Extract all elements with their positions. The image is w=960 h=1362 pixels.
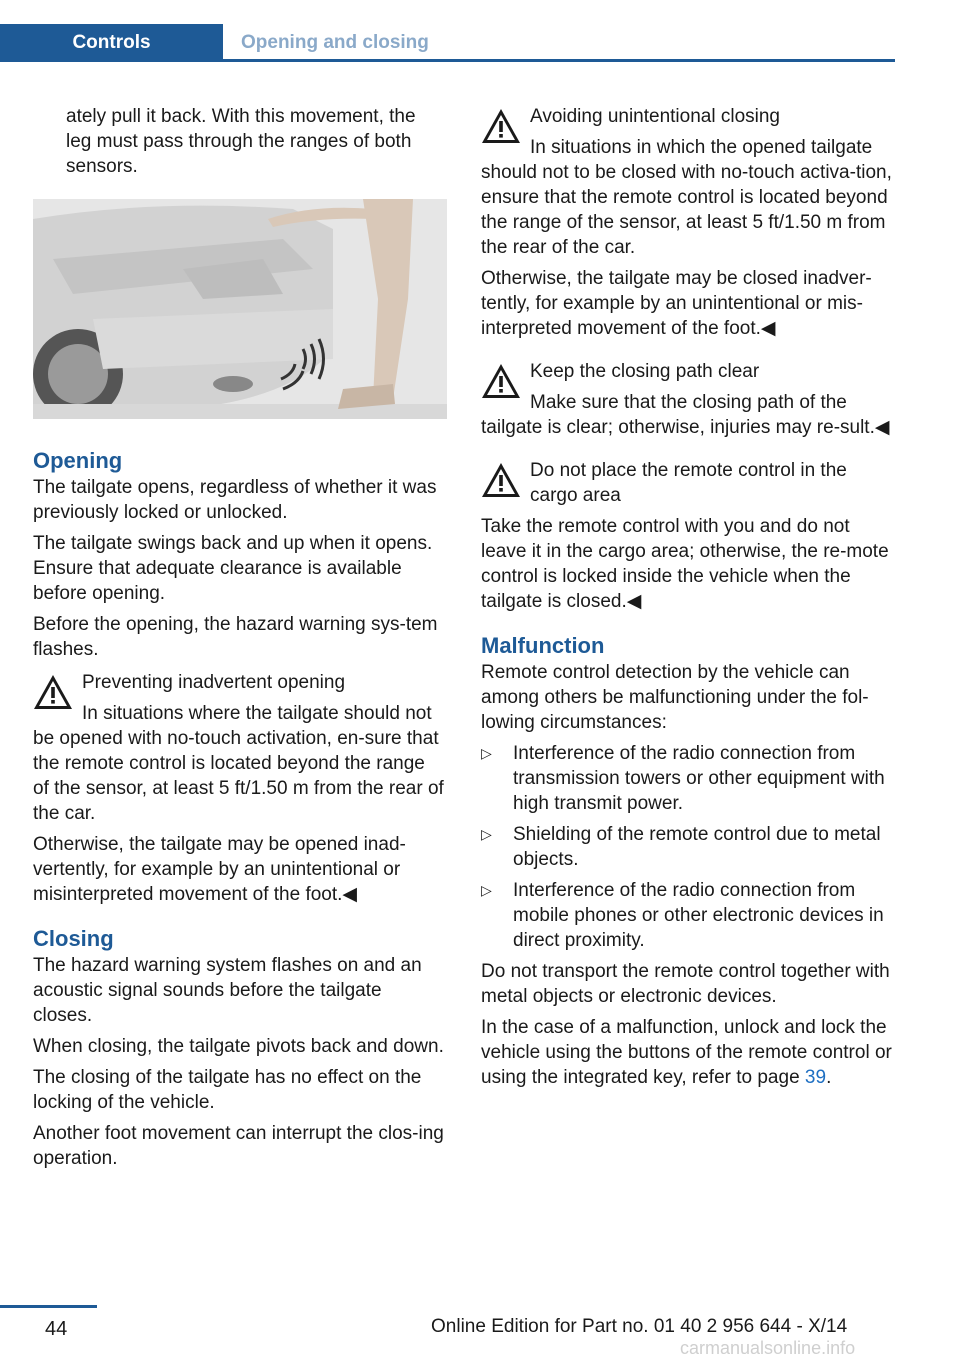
malfunction-list xyxy=(481,741,893,953)
malfunction-heading: Malfunction xyxy=(481,633,605,658)
triangle-bullet-icon: ▷ xyxy=(481,826,492,842)
intro-text: ately pull it back. With this movement, the leg must pass through the ranges of both sensors. xyxy=(66,106,416,177)
list-item xyxy=(481,741,893,816)
closing-heading: Closing xyxy=(33,926,114,951)
right-column xyxy=(481,104,893,1096)
footer-edition: Online Edition for Part no. 01 40 2 956 644 - X/14 xyxy=(431,1316,848,1337)
warning-title: Avoiding unintentional closing xyxy=(530,106,780,127)
opening-paragraph-1: The tailgate opens, regardless of whether it was previously locked or unlocked. xyxy=(33,477,437,523)
warning-body-2: Otherwise, the tailgate may be opened inad‐vertently, for example by an unintentional or misinterpreted movement of the foot.◀ xyxy=(33,834,406,905)
page-reference-link[interactable]: 39 xyxy=(804,1067,827,1088)
malfunction-paragraph-3 xyxy=(481,1015,893,1090)
warning-title: Keep the closing path clear xyxy=(530,361,760,382)
malfunction-paragraph-1: Remote control detection by the vehicle can among others be malfunctioning under the fol‐lowing circumstances: xyxy=(481,662,869,733)
watermark: carmanualsonline.info xyxy=(680,1338,856,1358)
page-number: 44 xyxy=(45,1318,68,1340)
warning-body: Make sure that the closing path of the tailgate is clear; otherwise, injuries may re‐sult.◀ xyxy=(481,392,890,438)
triangle-bullet-icon: ▷ xyxy=(481,882,492,898)
triangle-bullet-icon: ▷ xyxy=(481,745,492,761)
warning-closing-path xyxy=(481,359,893,440)
malfunction-paragraph-2: Do not transport the remote control together with metal objects or electronic devices. xyxy=(481,961,890,1007)
warning-title: Preventing inadvertent opening xyxy=(82,672,346,693)
warning-inadvertent-opening xyxy=(33,670,445,907)
list-item xyxy=(481,822,893,872)
opening-paragraph-2: The tailgate swings back and up when it opens. Ensure that adequate clearance is available before opening. xyxy=(33,533,433,604)
list-item-text: Interference of the radio connection from transmission towers or other equipment with high transmit power. xyxy=(513,743,885,814)
warning-body: In situations where the tailgate should not be opened with no-touch activation, en‐sure that the remote control is located beyond the range of the sensor, at least 5 ft/1.50 m from the rear of the car. xyxy=(33,703,444,824)
closing-paragraph-3: The closing of the tailgate has no effect on the locking of the vehicle. xyxy=(33,1067,422,1113)
closing-paragraph-4: Another foot movement can interrupt the clos‐ing operation. xyxy=(33,1123,444,1169)
warning-title: Do not place the remote control in the cargo area xyxy=(530,460,847,506)
warning-unintentional-closing xyxy=(481,104,893,341)
sentence-period: . xyxy=(826,1067,832,1088)
warning-remote-cargo-area xyxy=(481,458,893,614)
opening-heading: Opening xyxy=(33,448,123,473)
warning-body: In situations in which the opened tailgate should not to be closed with no-touch activa‐tion, ensure that the remote control is located beyond the range of the sensor, at least 5 ft/1.50 m from the rear of the car. xyxy=(481,137,892,258)
warning-body-2: Otherwise, the tailgate may be closed inadver‐tently, for example by an unintentional or mis‐interpreted movement of the foot.◀ xyxy=(481,268,872,339)
list-item xyxy=(481,878,893,953)
left-column xyxy=(33,104,445,1177)
closing-paragraph-1: The hazard warning system flashes on and an acoustic signal sounds before the tailgate closes. xyxy=(33,955,422,1026)
warning-triangle-icon xyxy=(33,674,73,710)
header-section-title: Controls xyxy=(72,32,151,53)
tailgate-foot-sensor-figure xyxy=(33,199,447,419)
warning-triangle-icon xyxy=(481,462,521,498)
malfunction-paragraph-3-text: In the case of a malfunction, unlock and lock the vehicle using the buttons of the remote control or using the integrated key, refer to page xyxy=(481,1017,892,1088)
warning-triangle-icon xyxy=(481,108,521,144)
header-rule xyxy=(0,59,895,62)
opening-paragraph-3: Before the opening, the hazard warning sys‐tem flashes. xyxy=(33,614,438,660)
warning-body: Take the remote control with you and do not leave it in the cargo area; otherwise, the re‐mote control is locked inside the vehicle when the tailgate is closed.◀ xyxy=(481,516,889,612)
header-subsection-title: Opening and closing xyxy=(241,32,429,53)
closing-paragraph-2: When closing, the tailgate pivots back and down. xyxy=(33,1036,444,1057)
list-item-text: Shielding of the remote control due to metal objects. xyxy=(513,824,881,870)
page-header xyxy=(0,24,895,62)
footer-rule xyxy=(0,1305,97,1308)
list-item-text: Interference of the radio connection from mobile phones or other electronic devices in direct proximity. xyxy=(513,880,884,951)
warning-triangle-icon xyxy=(481,363,521,399)
